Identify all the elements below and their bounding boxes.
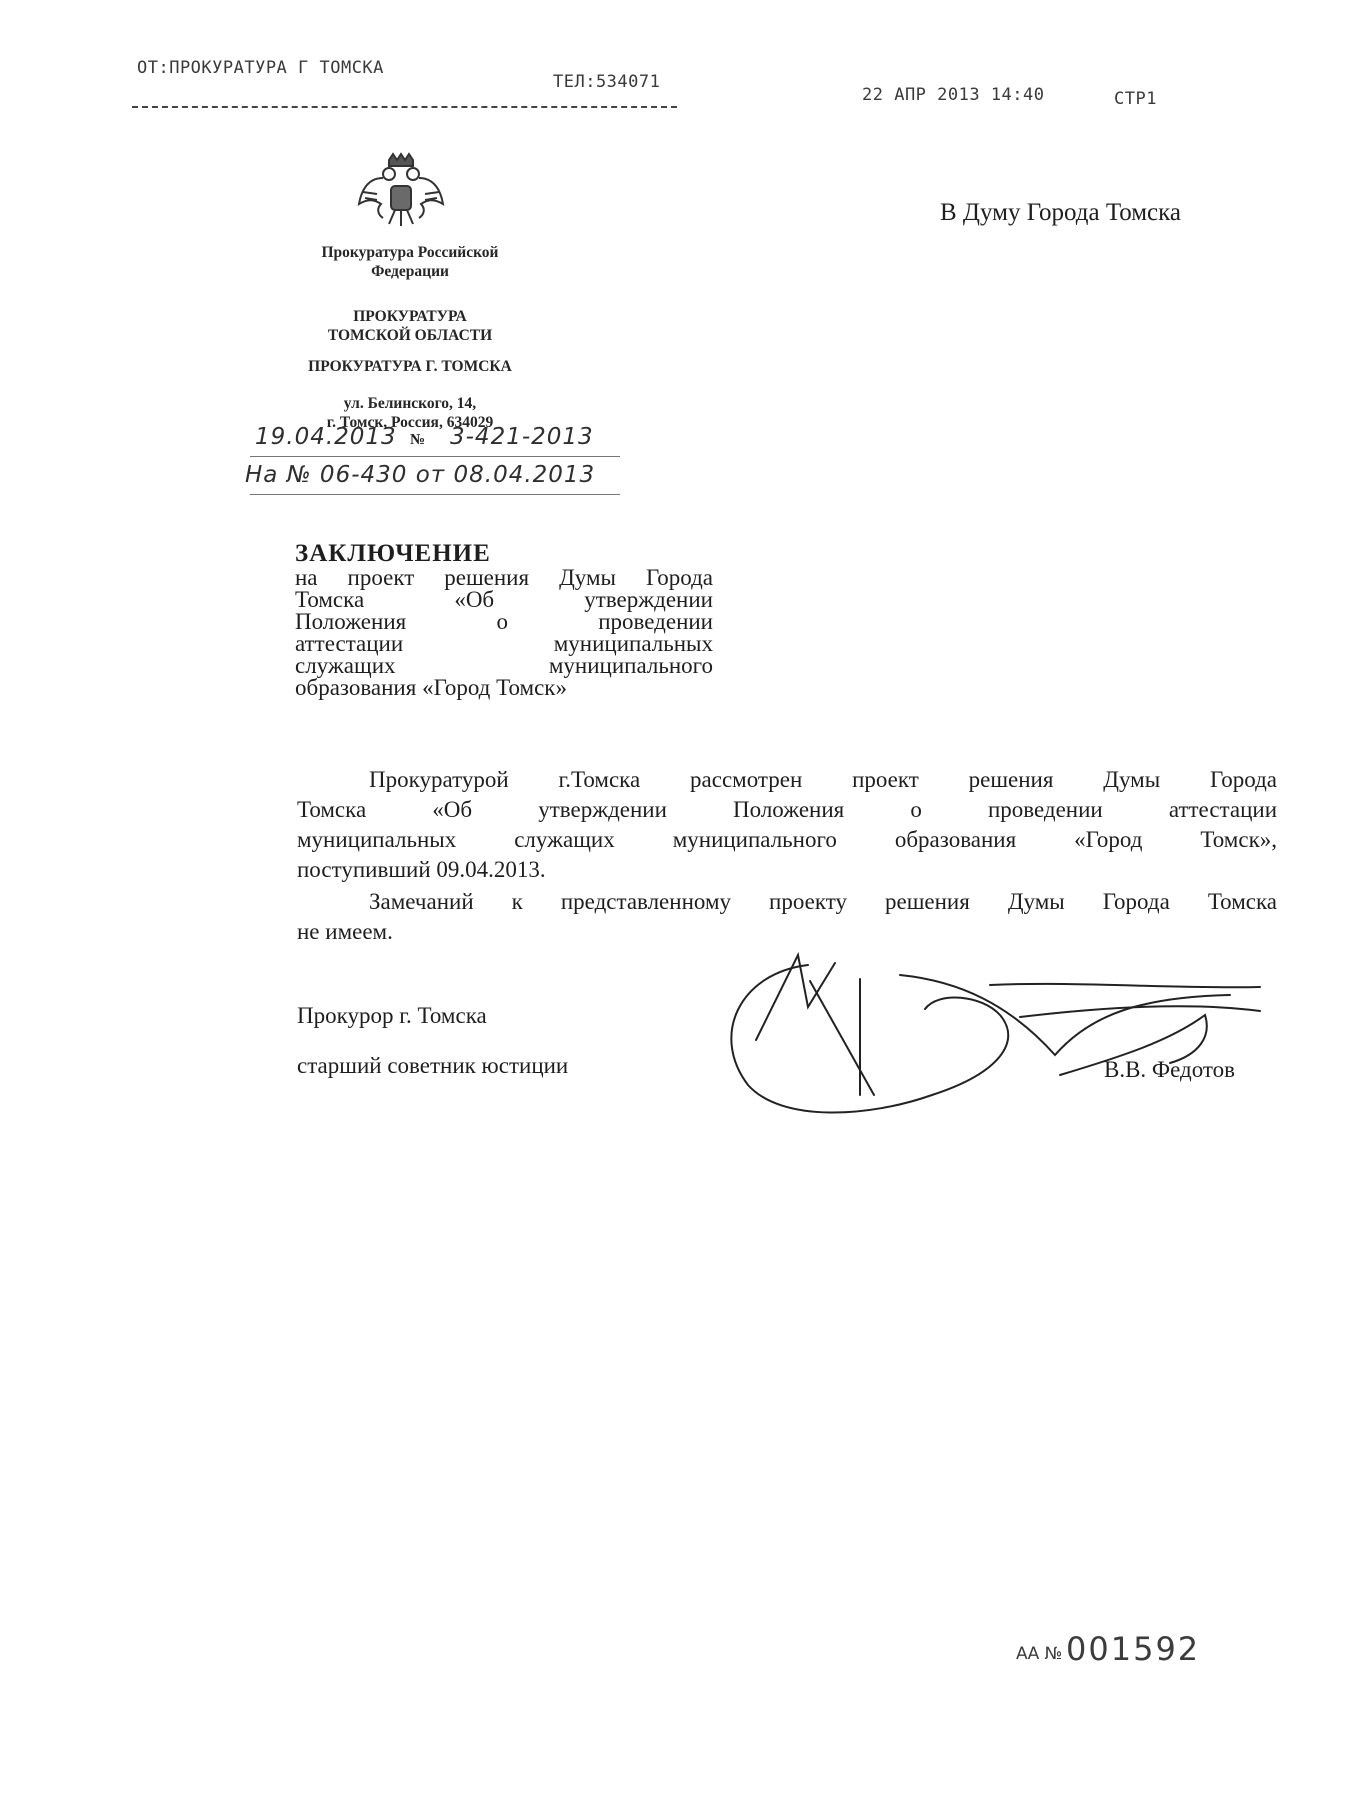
document-title: ЗАКЛЮЧЕНИЕ (295, 540, 491, 567)
fax-page: СТР1 (1114, 89, 1157, 109)
letterhead-line: Федерации (371, 263, 449, 280)
body-paragraph-1 (297, 765, 1277, 885)
body-line: поступивший 09.04.2013. (297, 857, 546, 882)
letterhead-line: ПРОКУРАТУРА (353, 308, 467, 325)
body-line: Томска «Об утверждении Положения о проведении аттестации (297, 797, 1277, 822)
form-number: 001592 (1066, 1630, 1201, 1668)
letterhead-address: ул. Белинского, 14, (343, 395, 477, 412)
reply-underline (250, 494, 620, 495)
subject-line: на проект решения Думы Города (295, 565, 713, 590)
subject-line: образования «Город Томск» (295, 675, 567, 700)
signer-rank: старший советник юстиции (297, 1053, 569, 1078)
signer-position: Прокурор г. Томска (297, 1003, 487, 1028)
letterhead-address: г. Томск, Россия, 634029 (326, 414, 494, 431)
subject-line: Томска «Об утверждении (295, 587, 713, 612)
subject-line: Положения о проведении (295, 609, 713, 634)
form-series: АА № (1016, 1644, 1063, 1664)
body-line: не имеем. (297, 919, 393, 944)
letterhead-line: Прокуратура Российской (321, 244, 499, 261)
fax-phone: ТЕЛ:534071 (553, 72, 661, 92)
registration-date: 19.04.2013 (255, 424, 397, 450)
document-subject (295, 567, 713, 699)
coat-of-arms-icon (353, 148, 449, 232)
addressee: В Думу Города Томска (940, 199, 1182, 226)
fax-datetime: 22 АПР 2013 14:40 (862, 85, 1045, 105)
registration-number-label: № (410, 432, 426, 448)
body-line: Прокуратурой г.Томска рассмотрен проект решения Думы Города (369, 767, 1277, 792)
registration-underline (250, 456, 620, 457)
subject-line: служащих муниципального (295, 653, 713, 678)
letterhead-line: ПРОКУРАТУРА Г. ТОМСКА (308, 358, 512, 375)
subject-line: аттестации муниципальных (295, 631, 713, 656)
fax-sender: ОТ:ПРОКУРАТУРА Г ТОМСКА (137, 58, 384, 78)
body-line: муниципальных служащих муниципального образования «Город Томск», (297, 827, 1277, 852)
letterhead-line: ТОМСКОЙ ОБЛАСТИ (327, 327, 493, 344)
reply-reference: На № 06-430 от 08.04.2013 (245, 462, 596, 488)
body-line: Замечаний к представленному проекту решения Думы Города Томска (369, 889, 1277, 914)
body-paragraph-2 (297, 887, 1277, 947)
letterhead-block (290, 243, 530, 432)
registration-number: 3-421-2013 (450, 424, 594, 450)
fax-header-divider (132, 106, 677, 108)
signer-name: В.В. Федотов (1104, 1057, 1236, 1082)
handwritten-signature (700, 945, 1310, 1120)
